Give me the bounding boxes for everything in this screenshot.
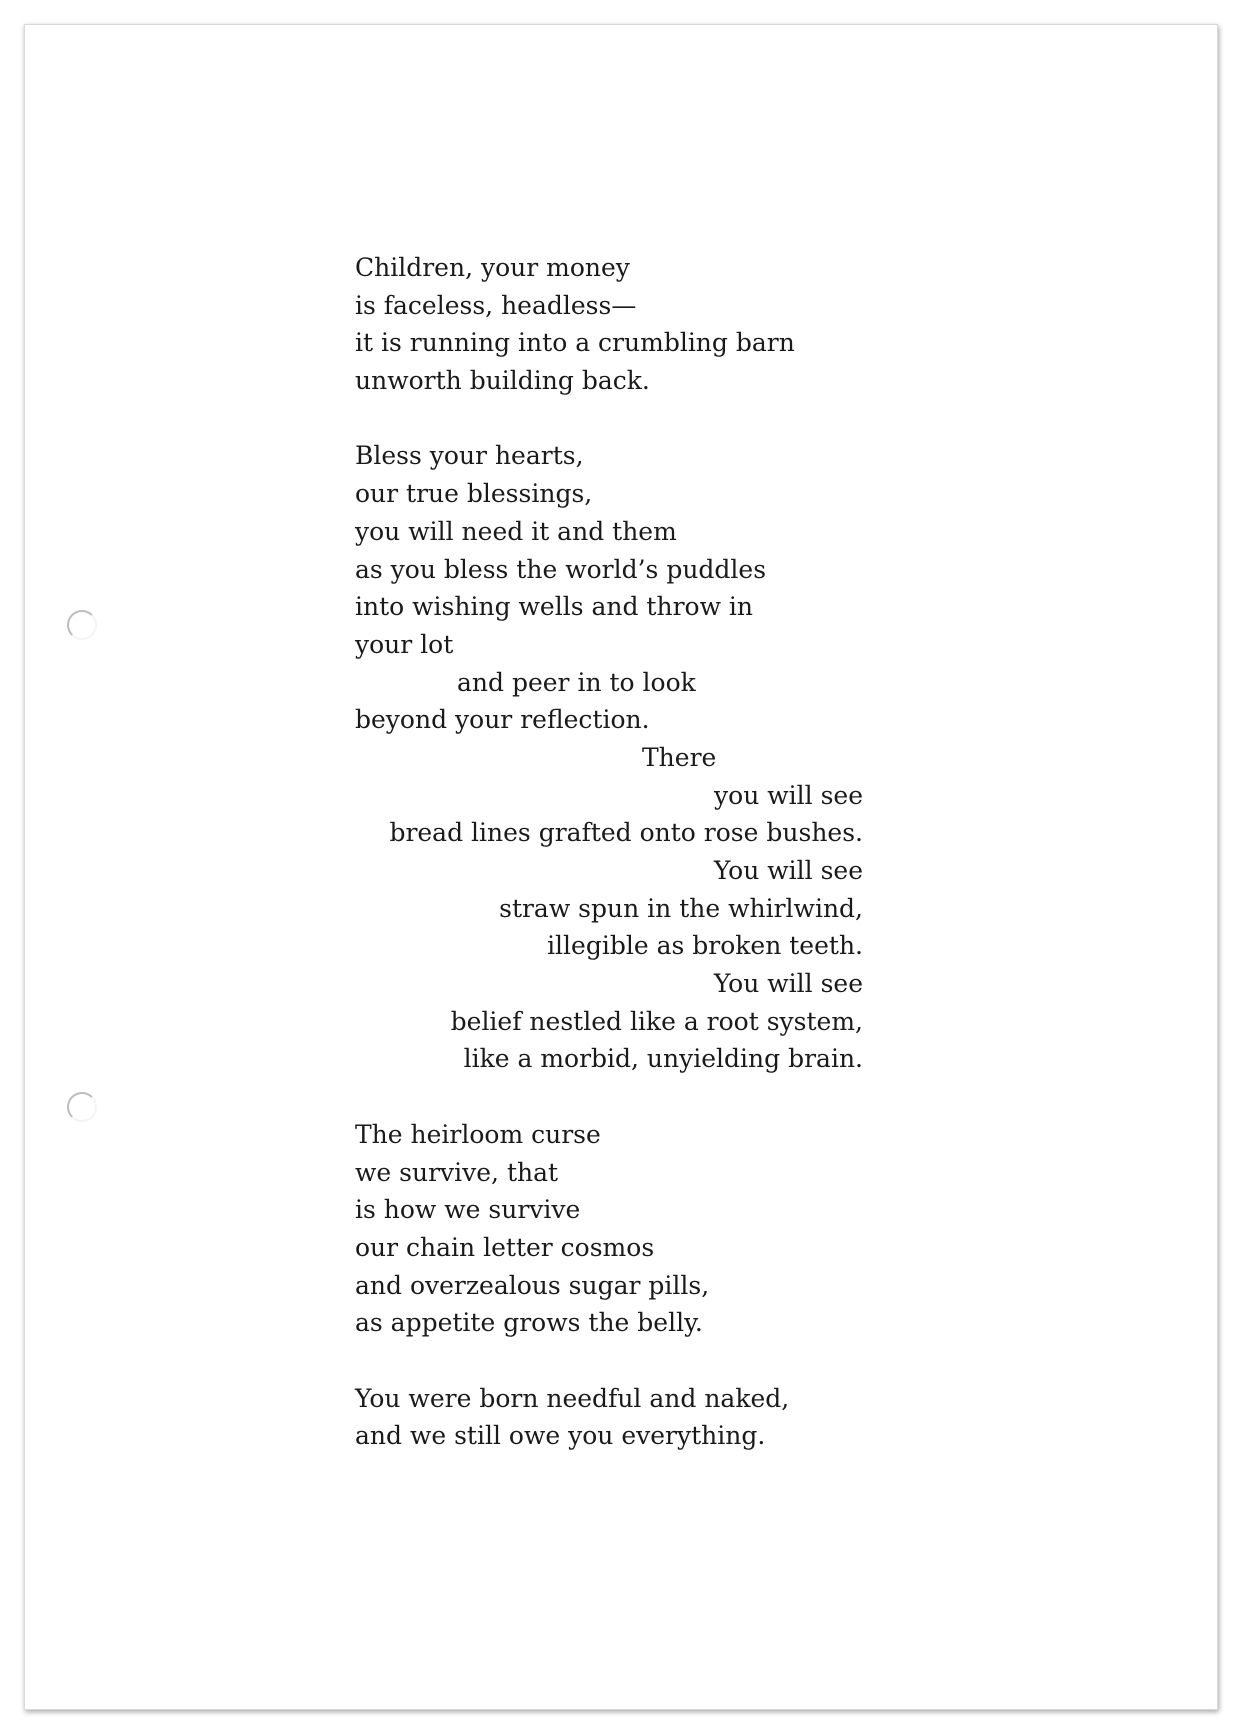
poem-line: our chain letter cosmos xyxy=(355,1232,655,1262)
stanza-break xyxy=(355,400,895,438)
poem-line: straw spun in the whirlwind, xyxy=(499,893,863,923)
poem-body xyxy=(355,249,895,1455)
poem-line: beyond your reflection. xyxy=(355,705,650,735)
poem-line: you will need it and them xyxy=(355,516,677,546)
poem-line: we survive, that xyxy=(355,1157,559,1187)
poem-line: The heirloom curse xyxy=(355,1119,601,1149)
poem-line: is how we survive xyxy=(355,1195,581,1225)
poem-line: Bless your hearts, xyxy=(355,441,584,471)
poem-line: as you bless the world’s puddles xyxy=(355,554,767,584)
poem-line: and peer in to look xyxy=(457,667,696,697)
stanza-break xyxy=(355,1078,895,1116)
poem-line: There xyxy=(642,742,717,772)
poem-line: into wishing wells and throw in xyxy=(355,592,754,622)
poem-line: Children, your money xyxy=(355,253,630,282)
stanza-break xyxy=(355,1342,895,1380)
poem-line: is faceless, headless— xyxy=(355,290,637,320)
punch-hole xyxy=(67,1092,97,1122)
poem-line: it is running into a crumbling barn xyxy=(355,328,795,358)
poem-line: our true blessings, xyxy=(355,479,593,509)
document-page xyxy=(24,24,1218,1710)
poem-line: bread lines grafted onto rose bushes. xyxy=(389,818,863,848)
poem-line: belief nestled like a root system, xyxy=(450,1006,863,1036)
poem-line: as appetite grows the belly. xyxy=(355,1308,703,1338)
punch-hole xyxy=(67,610,97,640)
poem-line: unworth building back. xyxy=(355,366,650,396)
poem-line: and we still owe you everything. xyxy=(355,1421,766,1451)
poem-line: You will see xyxy=(713,856,863,885)
poem-line: you will see xyxy=(714,780,863,810)
poem-line: your lot xyxy=(355,629,454,659)
poem-line: You will see xyxy=(713,969,863,999)
poem-line: like a morbid, unyielding brain. xyxy=(463,1044,863,1074)
poem-line: You were born needful and naked, xyxy=(355,1383,790,1413)
poem-line: illegible as broken teeth. xyxy=(547,931,863,961)
poem-line: and overzealous sugar pills, xyxy=(355,1270,710,1300)
